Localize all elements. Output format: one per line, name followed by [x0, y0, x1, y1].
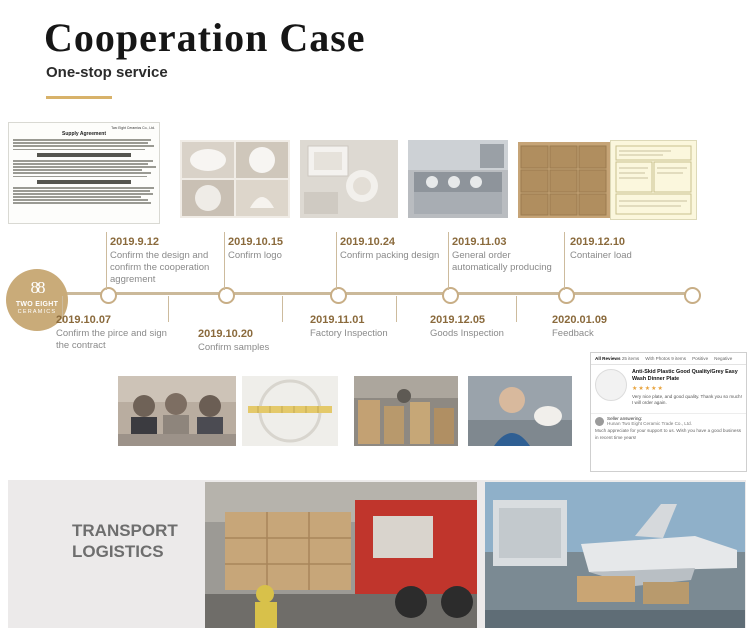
- timeline-label-above-2: [228, 236, 328, 262]
- timeline-text: Goods Inspection: [430, 328, 504, 339]
- review-product-title: Anti-Skid Plastic Good Quality/Grey Easy Wash Dinner Plate: [632, 369, 738, 383]
- timeline-axis: [56, 292, 692, 295]
- timeline-text: Container load: [570, 250, 632, 261]
- review-star-rating: ★★★★★: [632, 386, 664, 393]
- timeline-date: 2019.11.01: [310, 314, 365, 326]
- timeline-label-below-4: [430, 314, 540, 340]
- timeline-label-above-3: [340, 236, 440, 262]
- timeline-text: Confirm the pirce and sign the contract: [56, 328, 167, 351]
- timeline-stem-up-2: [224, 232, 225, 290]
- transport-line-2: LOGISTICS: [72, 542, 164, 562]
- document-heading: Supply Agreement: [62, 131, 106, 138]
- timeline-node-6: [684, 287, 701, 304]
- timeline-text: Confirm samples: [198, 342, 270, 353]
- timeline-date: 2019.10.20: [198, 328, 254, 340]
- timeline-node-4: [442, 287, 459, 304]
- timeline-label-below-1: [56, 314, 168, 352]
- timeline-date: 2019.10.07: [56, 314, 112, 326]
- photo-customer-visit: [118, 376, 236, 446]
- photo-warehouse-loading: [354, 376, 458, 446]
- review-tab-photos[interactable]: With Photos 9 items: [645, 356, 687, 361]
- photo-sample-measure: [242, 376, 338, 446]
- contract-document-image: [8, 122, 160, 224]
- timeline-date: 2019.10.15: [228, 236, 284, 248]
- review-tab-positive[interactable]: Positive: [692, 356, 709, 361]
- seller-answer-label: Seller answering:: [607, 416, 643, 422]
- timeline-date: 2019.12.10: [570, 236, 626, 248]
- timeline-date: 2019.11.03: [452, 236, 507, 248]
- seller-avatar: [595, 417, 604, 426]
- timeline-stem-down-2: [168, 296, 169, 322]
- timeline-label-below-5: [552, 314, 662, 340]
- photo-logo-samples: [180, 140, 290, 218]
- review-seller-row: [591, 413, 746, 426]
- timeline-date: 2020.01.09: [552, 314, 608, 326]
- review-text: Very nice plate, and good quality. Thank you so much! I will order again.: [632, 394, 742, 406]
- timeline-text: Confirm the design and confirm the cooperation aggrement: [110, 250, 210, 285]
- photo-packing-design: [300, 140, 398, 218]
- timeline-text: Confirm logo: [228, 250, 282, 261]
- photo-production-line: [408, 140, 508, 218]
- logo-name-line2: CERAMICS: [17, 309, 57, 315]
- seller-name: Hunan Two Eight Ceramic Trade Co., Ltd.: [607, 421, 692, 427]
- timeline-stem-down-3: [282, 296, 283, 322]
- timeline-label-below-2: [198, 328, 308, 354]
- timeline-date: 2019.12.05: [430, 314, 486, 326]
- review-tab-negative[interactable]: Negative: [714, 356, 733, 361]
- photo-inspector-portrait: [468, 376, 572, 446]
- photo-shipping-document: [610, 140, 697, 220]
- transport-line-1: TRANSPORT: [72, 521, 178, 540]
- timeline-label-above-1: [110, 236, 218, 286]
- timeline-node-2: [218, 287, 235, 304]
- photo-air-freight: [485, 482, 745, 628]
- review-product-thumbnail: [595, 369, 627, 401]
- timeline-node-1: [100, 287, 117, 304]
- timeline-node-3: [330, 287, 347, 304]
- photo-cartons-stack: [518, 142, 610, 218]
- timeline-stem-up-5: [564, 232, 565, 290]
- seller-reply-text: Much appreciate for your support to us. Wish you have a good business in recent time years!: [595, 428, 742, 440]
- review-tab-all[interactable]: All Reviews 25 items: [595, 356, 640, 361]
- timeline-label-above-4: [452, 236, 552, 274]
- customer-review-card: [590, 352, 747, 472]
- timeline-label-above-5: [570, 236, 680, 262]
- timeline-text: Factory Inspection: [310, 328, 388, 339]
- review-tabs[interactable]: [591, 353, 746, 365]
- page-title: Cooperation Case: [44, 15, 366, 60]
- timeline-stem-up-4: [448, 232, 449, 290]
- timeline-text: Feedback: [552, 328, 594, 339]
- logo-name-line1: TWO EIGHT: [15, 301, 59, 308]
- timeline-text: General order automatically producing: [452, 250, 552, 273]
- title-underline-rule: [46, 96, 112, 99]
- timeline-stem-up-3: [336, 232, 337, 290]
- timeline-node-5: [558, 287, 575, 304]
- page-subtitle: One-stop service: [46, 64, 168, 81]
- timeline-date: 2019.10.24: [340, 236, 396, 248]
- logo-mark: 88: [30, 278, 44, 297]
- document-caption: Two Eight Ceramics Co., Ltd.: [111, 126, 155, 130]
- timeline-date: 2019.9.12: [110, 236, 159, 248]
- photo-truck-loading: [205, 482, 477, 628]
- timeline-stem-up-1: [106, 232, 107, 290]
- timeline-label-below-3: [310, 314, 420, 340]
- timeline-text: Confirm packing design: [340, 250, 440, 261]
